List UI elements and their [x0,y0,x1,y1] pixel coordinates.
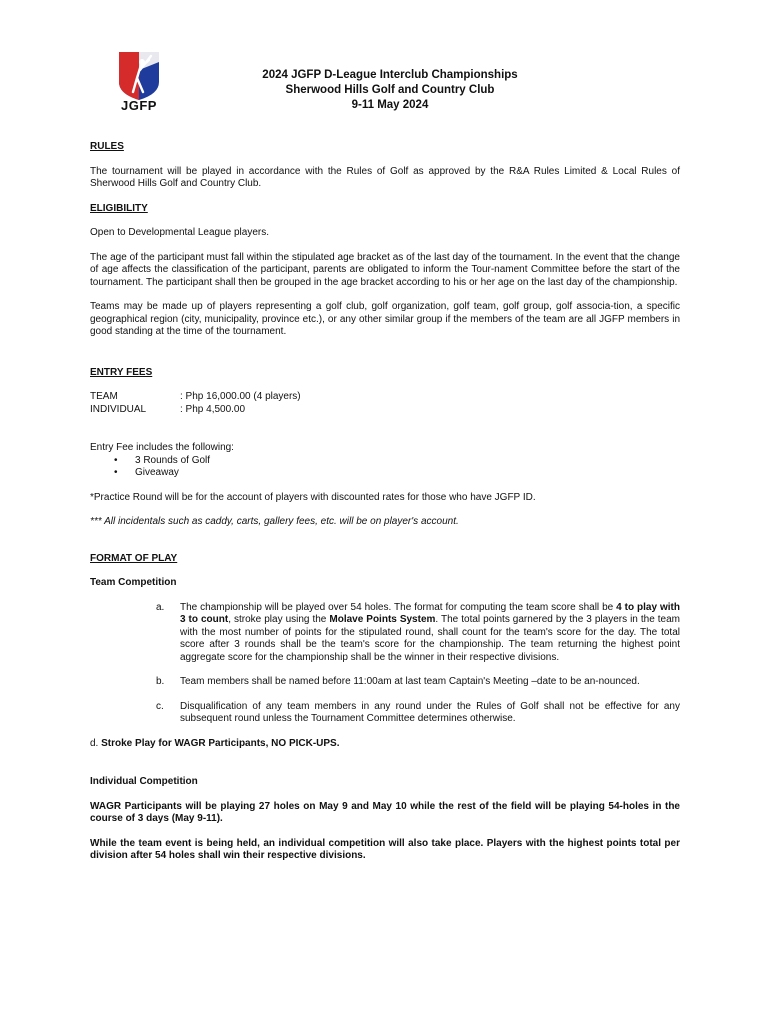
team-rule-c [156,701,680,726]
fee-value: : Php 4,500.00 [180,403,246,415]
header-title: 2024 JGFP D-League Interclub Championships [262,69,518,81]
entry-fees-heading: ENTRY FEES [90,366,153,378]
list-text: The championship will be played over 54 holes. The format for computing the team score shall be 4 to play with 3 to count, stroke play using the Molave Points System. The total points garnered by the 3 players in the team with the most number of points for the stipulated round, shall count for the team's score for the day. The total score after 3 rounds shall be the team's score for the championship. The team returning the highest point aggregate score for the championship shall be the winner in their respective divisions. [180,601,680,663]
list-item: • 3 Rounds of Golf [90,455,680,468]
eligibility-age: The age of the participant must fall within the stipulated age bracket as of the last day of the tournament. In the event that the change of age affects the classification of the participant, parents are obligated to inform the Tour-nament Committee before the start of the tournament. The participant shall then be grouped in the age bracket according to his or her age on the last day of the championship. [90,251,680,288]
incidentals-note: *** All incidentals such as caddy, carts, gallery fees, etc. will be on player's account. [90,516,459,527]
fee-label: TEAM [90,391,118,402]
jgfp-logo [113,48,165,114]
document-body [90,141,680,863]
logo-text: JGFP [121,98,157,113]
list-letter: b. [156,676,165,687]
eligibility-heading: ELIGIBILITY [90,202,148,214]
includes-list [90,455,680,480]
list-letter: a. [156,601,165,613]
list-text: Team members shall be named before 11:00am at last team Captain's Meeting –date to be an-nounced. [180,676,640,687]
fee-row-individual [90,404,680,417]
individual-competition-text: While the team event is being held, an individual competition will also take place. Players with the highest points total per division after 54 holes shall win their respective divisions. [90,837,680,861]
list-text: Stroke Play for WAGR Participants, NO PICK-UPS. [101,737,340,749]
individual-competition-heading: Individual Competition [90,776,198,787]
list-item: • Giveaway [90,467,680,480]
fee-value: : Php 16,000.00 (4 players) [180,391,301,402]
eligibility-teams: Teams may be made up of players representing a golf club, golf organization, golf team, golf group, golf associa-tion, a specific geographical region (city, municipality, province etc.), or any other similar group if the members of the team are all JGFP members in good standing at the time of the tournament. [90,301,680,337]
document-header [200,68,580,113]
list-text: Disqualification of any team members in any round under the Rules of Golf shall not be effective for any subsequent round unless the Tournament Committee determines otherwise. [180,700,680,724]
fee-label: INDIVIDUAL [90,403,147,415]
header-dates: 9-11 May 2024 [351,99,429,111]
rules-text: The tournament will be played in accordance with the Rules of Golf as approved by the R&A Rules Limited & Local Rules of Sherwood Hills Golf and Country Club. [90,165,680,189]
team-rule-d [90,738,680,751]
list-letter: c. [156,700,164,712]
header-venue: Sherwood Hills Golf and Country Club [285,84,495,96]
team-competition-heading: Team Competition [90,577,177,588]
team-rule-a [156,602,680,665]
entry-fees-table [90,391,680,416]
rules-heading: RULES [90,141,124,152]
includes-label: Entry Fee includes the following: [90,442,234,453]
practice-note: *Practice Round will be for the account of players with discounted rates for those who have JGFP ID. [90,491,536,503]
eligibility-open: Open to Developmental League players. [90,227,270,238]
team-rule-b [156,676,680,689]
fee-row-team [90,391,680,404]
individual-wagr-text: WAGR Participants will be playing 27 holes on May 9 and May 10 while the rest of the field will be playing 54-holes in the course of 3 days (May 9-11). [90,800,680,824]
format-heading: FORMAT OF PLAY [90,552,178,564]
list-letter: d. [90,737,102,749]
